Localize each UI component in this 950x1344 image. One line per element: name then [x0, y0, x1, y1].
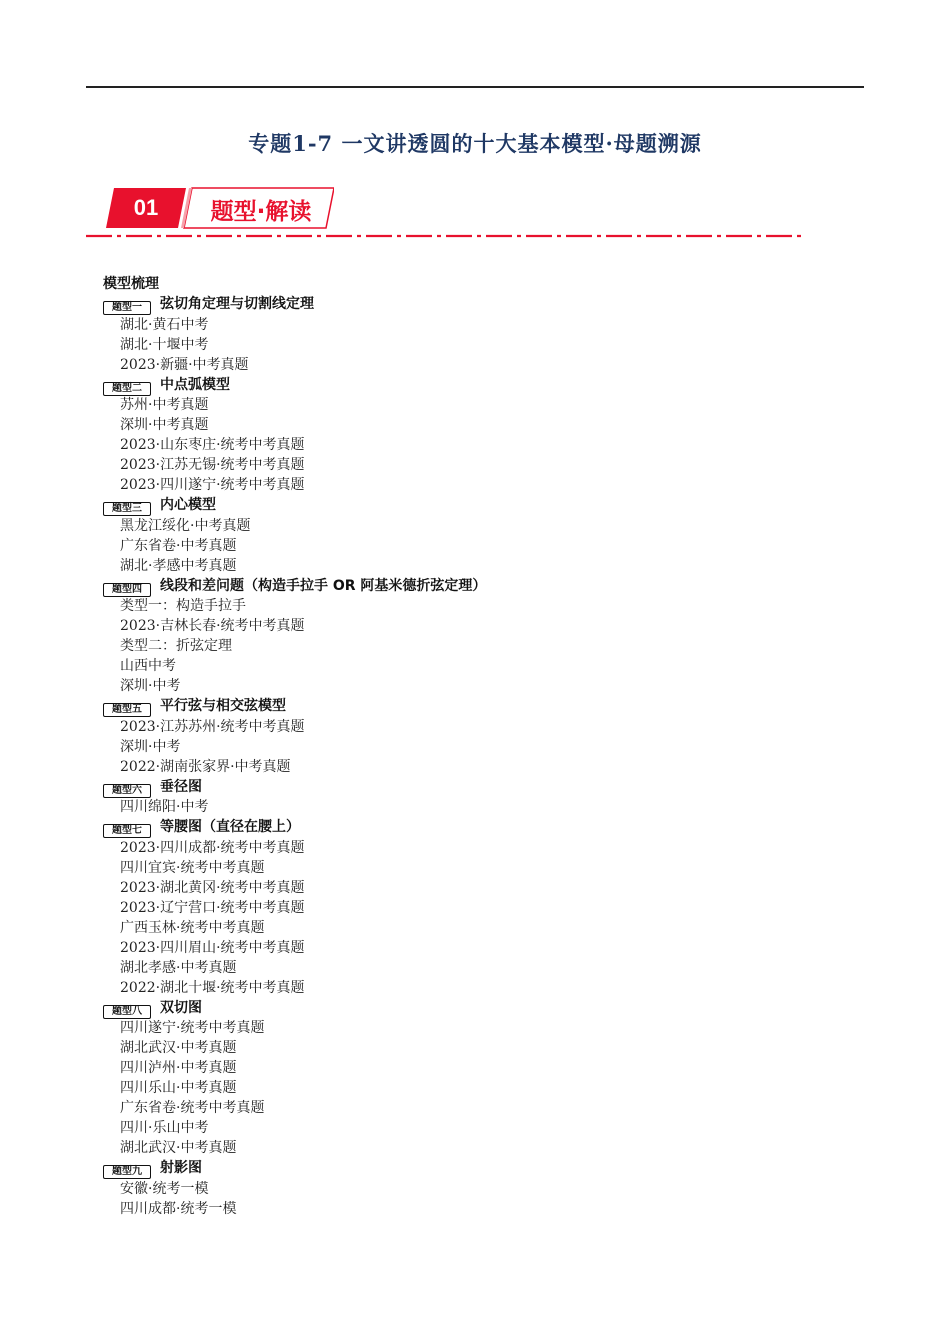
toc-item[interactable]: 湖北武汉·中考真题 — [120, 1140, 237, 1156]
category-title: 平行弦与相交弦模型 — [160, 698, 286, 714]
category-title: 双切图 — [160, 999, 202, 1016]
toc-category[interactable] — [103, 1158, 863, 1179]
category-tag: 题型五 — [103, 703, 151, 717]
toc-item[interactable]: 四川乐山·中考真题 — [120, 1080, 237, 1096]
toc-item[interactable]: 湖北·黄石中考 — [120, 316, 209, 333]
toc-item[interactable]: 2023·四川遂宁·统考中考真题 — [120, 477, 305, 493]
toc-item[interactable]: 广西玉林·统考中考真题 — [120, 919, 265, 936]
toc-item[interactable]: 2023·江苏苏州·统考中考真题 — [120, 718, 305, 735]
category-title: 内心模型 — [160, 497, 216, 513]
category-title: 垂径图 — [160, 778, 202, 795]
toc-heading: 模型梳理 — [103, 276, 159, 292]
toc-item[interactable]: 苏州·中考真题 — [120, 397, 209, 413]
toc-item[interactable]: 2022·湖北十堰·统考中考真题 — [120, 979, 305, 996]
toc-item[interactable]: 类型一：构造手拉手 — [120, 598, 246, 614]
toc-item[interactable]: 广东省卷·统考中考真题 — [120, 1100, 265, 1116]
document-title: 专题1-7 一文讲透圆的十大基本模型·母题溯源 — [248, 131, 702, 156]
toc-item[interactable]: 2023·新疆·中考真题 — [120, 356, 249, 373]
toc-item[interactable]: 类型二：折弦定理 — [120, 638, 232, 654]
category-tag: 题型三 — [103, 502, 151, 516]
toc-category[interactable] — [103, 576, 863, 597]
toc-category[interactable] — [103, 696, 863, 717]
toc-item[interactable]: 四川遂宁·统考中考真题 — [120, 1020, 265, 1036]
toc-item[interactable]: 2023·四川眉山·统考中考真题 — [120, 939, 305, 956]
toc-item[interactable]: 深圳·中考真题 — [120, 417, 209, 433]
toc-item[interactable]: 四川泸州·中考真题 — [120, 1060, 237, 1076]
category-tag: 题型六 — [103, 784, 151, 798]
header-rule — [86, 86, 864, 88]
toc-category[interactable] — [103, 777, 863, 798]
category-tag: 题型二 — [103, 382, 151, 396]
banner-label: 题型·解读 — [210, 199, 312, 225]
toc-item[interactable]: 2023·四川成都·统考中考真题 — [120, 839, 305, 856]
category-title: 射影图 — [160, 1160, 202, 1176]
toc-item[interactable]: 湖北·十堰中考 — [120, 336, 209, 353]
toc-item[interactable]: 2022·湖南张家界·中考真题 — [120, 758, 291, 775]
category-title: 线段和差问题（构造手拉手 OR 阿基米德折弦定理） — [160, 577, 487, 594]
toc-item[interactable]: 2023·吉林长春·统考中考真题 — [120, 618, 305, 634]
toc-item[interactable]: 湖北武汉·中考真题 — [120, 1040, 237, 1056]
toc-item[interactable]: 四川宜宾·统考中考真题 — [120, 859, 265, 876]
toc-item[interactable]: 四川成都·统考一模 — [120, 1200, 237, 1217]
toc-item[interactable]: 2023·江苏无锡·统考中考真题 — [120, 457, 305, 473]
banner-number: 01 — [133, 195, 159, 220]
toc-category[interactable] — [103, 495, 863, 516]
toc-item[interactable]: 2023·山东枣庄·统考中考真题 — [120, 437, 305, 453]
red-dash-divider — [86, 233, 806, 239]
toc-item[interactable]: 四川·乐山中考 — [120, 1120, 209, 1136]
toc-item[interactable]: 湖北孝感·中考真题 — [120, 959, 237, 976]
category-tag: 题型九 — [103, 1165, 151, 1179]
toc-category[interactable] — [103, 817, 863, 838]
category-title: 中点弧模型 — [160, 376, 230, 393]
category-title: 等腰图（直径在腰上） — [160, 819, 300, 835]
toc-item[interactable]: 山西中考 — [120, 658, 176, 674]
toc-category[interactable] — [103, 375, 863, 396]
category-tag: 题型一 — [103, 301, 151, 315]
toc-list — [103, 294, 863, 1219]
toc-item[interactable]: 黑龙江绥化·中考真题 — [120, 517, 251, 534]
toc-item[interactable]: 湖北·孝感中考真题 — [120, 557, 237, 574]
model-toc — [103, 274, 863, 1219]
toc-category[interactable] — [103, 294, 863, 315]
toc-item[interactable]: 安徽·统考一模 — [120, 1180, 209, 1197]
toc-item[interactable]: 广东省卷·中考真题 — [120, 537, 237, 554]
toc-item[interactable]: 深圳·中考 — [120, 678, 181, 694]
category-tag: 题型八 — [103, 1005, 151, 1019]
toc-category[interactable] — [103, 998, 863, 1019]
section-banner — [104, 186, 334, 230]
toc-item[interactable]: 2023·辽宁营口·统考中考真题 — [120, 899, 305, 916]
toc-item[interactable]: 2023·湖北黄冈·统考中考真题 — [120, 879, 305, 896]
category-title: 弦切角定理与切割线定理 — [160, 296, 314, 312]
toc-item[interactable]: 四川绵阳·中考 — [120, 799, 209, 815]
toc-item[interactable]: 深圳·中考 — [120, 738, 181, 755]
category-tag: 题型七 — [103, 824, 151, 838]
category-tag: 题型四 — [103, 583, 151, 597]
